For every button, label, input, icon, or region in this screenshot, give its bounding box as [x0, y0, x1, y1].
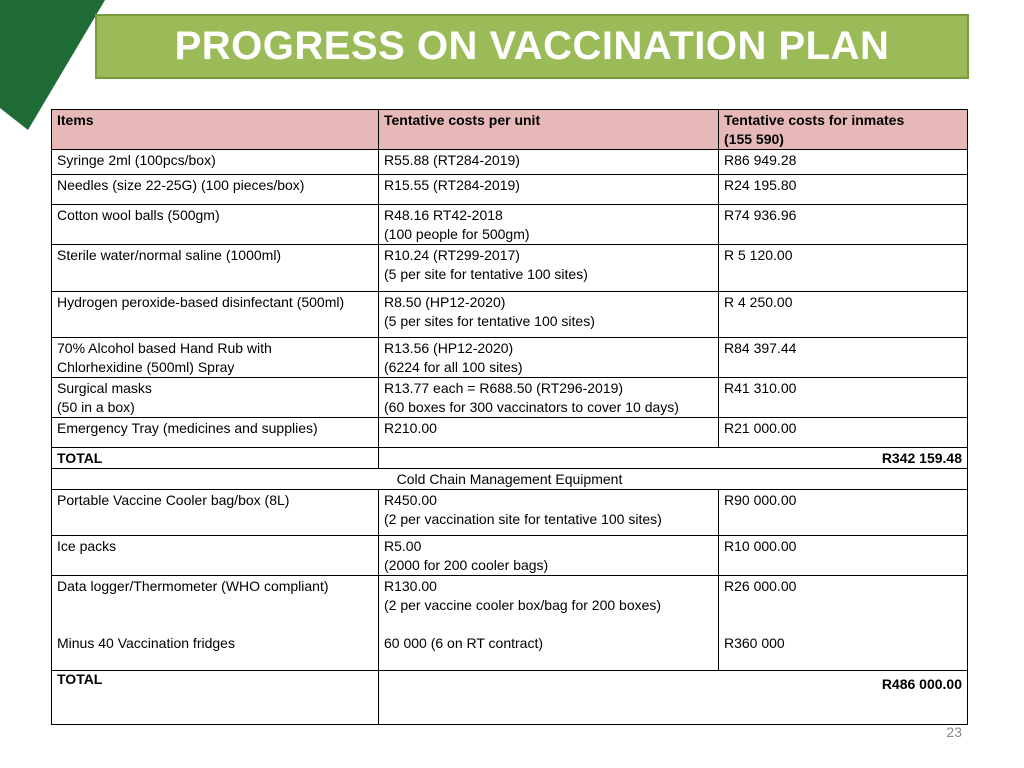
- unit-cost-cell: [379, 378, 719, 418]
- item-line-2: Chlorhexidine (500ml) Spray: [57, 359, 235, 375]
- table-row: [52, 536, 968, 576]
- item-cell: Sterile water/normal saline (1000ml): [52, 245, 379, 292]
- unit-cost-line-3: 60 000 (6 on RT contract): [384, 635, 544, 651]
- section-label: Cold Chain Management Equipment: [52, 469, 968, 490]
- unit-cost-note: (2 per vaccine cooler box/bag for 200 boxes): [384, 597, 662, 613]
- total-cost-cell: R10 000.00: [719, 536, 968, 576]
- unit-cost-cell: [379, 245, 719, 292]
- unit-cost-cell: [379, 536, 719, 576]
- unit-cost-note: (60 boxes for 300 vaccinators to cover 10 days): [384, 399, 679, 415]
- total-label: TOTAL: [52, 448, 379, 469]
- total-cost-cell: R86 949.28: [719, 150, 968, 175]
- unit-cost-line: R5.00: [384, 538, 422, 554]
- item-line: 70% Alcohol based Hand Rub with: [57, 340, 272, 356]
- item-cell: [52, 378, 379, 418]
- table-row: [52, 418, 968, 448]
- table-row: [52, 205, 968, 245]
- header-unit-cost: Tentative costs per unit: [379, 110, 719, 150]
- total-row: [52, 671, 968, 725]
- unit-cost-cell: [379, 205, 719, 245]
- table-row: [52, 378, 968, 418]
- total-cost-cell: R 5 120.00: [719, 245, 968, 292]
- unit-cost-note: (2000 for 200 cooler bags): [384, 557, 549, 573]
- unit-cost-note: (100 people for 500gm): [384, 226, 530, 242]
- header-inmate-cost: [719, 110, 968, 150]
- item-line-2: Minus 40 Vaccination fridges: [57, 635, 235, 651]
- total-cost-line: R26 000.00: [724, 578, 797, 594]
- header-items: Items: [52, 110, 379, 150]
- unit-cost-line: R10.24 (RT299-2017): [384, 247, 520, 263]
- unit-cost-cell: [379, 490, 719, 536]
- page-number: 23: [946, 724, 962, 740]
- item-cell: Ice packs: [52, 536, 379, 576]
- table-row: [52, 292, 968, 338]
- item-cell: [52, 576, 379, 671]
- total-cost-cell: R74 936.96: [719, 205, 968, 245]
- unit-cost-line: R13.77 each = R688.50 (RT296-2019): [384, 380, 624, 396]
- cost-table: [51, 109, 968, 725]
- total-cost-cell: R41 310.00: [719, 378, 968, 418]
- unit-cost-line: R450.00: [384, 492, 437, 508]
- total-value: R486 000.00: [379, 671, 968, 725]
- unit-cost-line: R13.56 (HP12-2020): [384, 340, 514, 356]
- item-cell: Cotton wool balls (500gm): [52, 205, 379, 245]
- total-value: R342 159.48: [379, 448, 968, 469]
- total-label: TOTAL: [52, 671, 379, 725]
- title-banner: [95, 14, 969, 79]
- unit-cost-cell: R210.00: [379, 418, 719, 448]
- unit-cost-cell: R15.55 (RT284-2019): [379, 175, 719, 205]
- item-cell: Hydrogen peroxide-based disinfectant (500ml): [52, 292, 379, 338]
- header-inmate-count: (155 590): [724, 131, 784, 147]
- unit-cost-line: R8.50 (HP12-2020): [384, 294, 506, 310]
- item-cell: Needles (size 22-25G) (100 pieces/box): [52, 175, 379, 205]
- table-row: [52, 490, 968, 536]
- section-header-row: [52, 469, 968, 490]
- table-row: [52, 150, 968, 175]
- item-cell: [52, 338, 379, 378]
- item-line: Surgical masks: [57, 380, 152, 396]
- cell-spacer: [384, 615, 713, 634]
- item-cell: Syringe 2ml (100pcs/box): [52, 150, 379, 175]
- total-cost-cell: R84 397.44: [719, 338, 968, 378]
- table-row: [52, 245, 968, 292]
- unit-cost-cell: [379, 338, 719, 378]
- total-cost-line-2: R360 000: [724, 635, 785, 651]
- unit-cost-line: R130.00: [384, 578, 437, 594]
- cell-spacer: [57, 596, 373, 634]
- total-cost-cell: [719, 576, 968, 671]
- total-cost-cell: R21 000.00: [719, 418, 968, 448]
- item-cell: Portable Vaccine Cooler bag/box (8L): [52, 490, 379, 536]
- unit-cost-line: R48.16 RT42-2018: [384, 207, 503, 223]
- total-row: [52, 448, 968, 469]
- total-cost-cell: R 4 250.00: [719, 292, 968, 338]
- cell-spacer: [724, 596, 962, 634]
- total-cost-cell: R24 195.80: [719, 175, 968, 205]
- item-cell: Emergency Tray (medicines and supplies): [52, 418, 379, 448]
- unit-cost-cell: R55.88 (RT284-2019): [379, 150, 719, 175]
- table-row: [52, 338, 968, 378]
- unit-cost-note: (5 per sites for tentative 100 sites): [384, 313, 595, 329]
- unit-cost-note: (5 per site for tentative 100 sites): [384, 266, 588, 282]
- table-row: [52, 175, 968, 205]
- header-inmate-cost-label: Tentative costs for inmates: [724, 112, 905, 128]
- table-row: [52, 576, 968, 671]
- unit-cost-note: (6224 for all 100 sites): [384, 359, 523, 375]
- total-cost-cell: R90 000.00: [719, 490, 968, 536]
- item-line: Data logger/Thermometer (WHO compliant): [57, 578, 329, 594]
- item-line-2: (50 in a box): [57, 399, 135, 415]
- table-header-row: [52, 110, 968, 150]
- unit-cost-note: (2 per vaccination site for tentative 100 sites): [384, 511, 662, 527]
- unit-cost-cell: [379, 576, 719, 671]
- page-title: PROGRESS ON VACCINATION PLAN: [174, 24, 890, 68]
- unit-cost-cell: [379, 292, 719, 338]
